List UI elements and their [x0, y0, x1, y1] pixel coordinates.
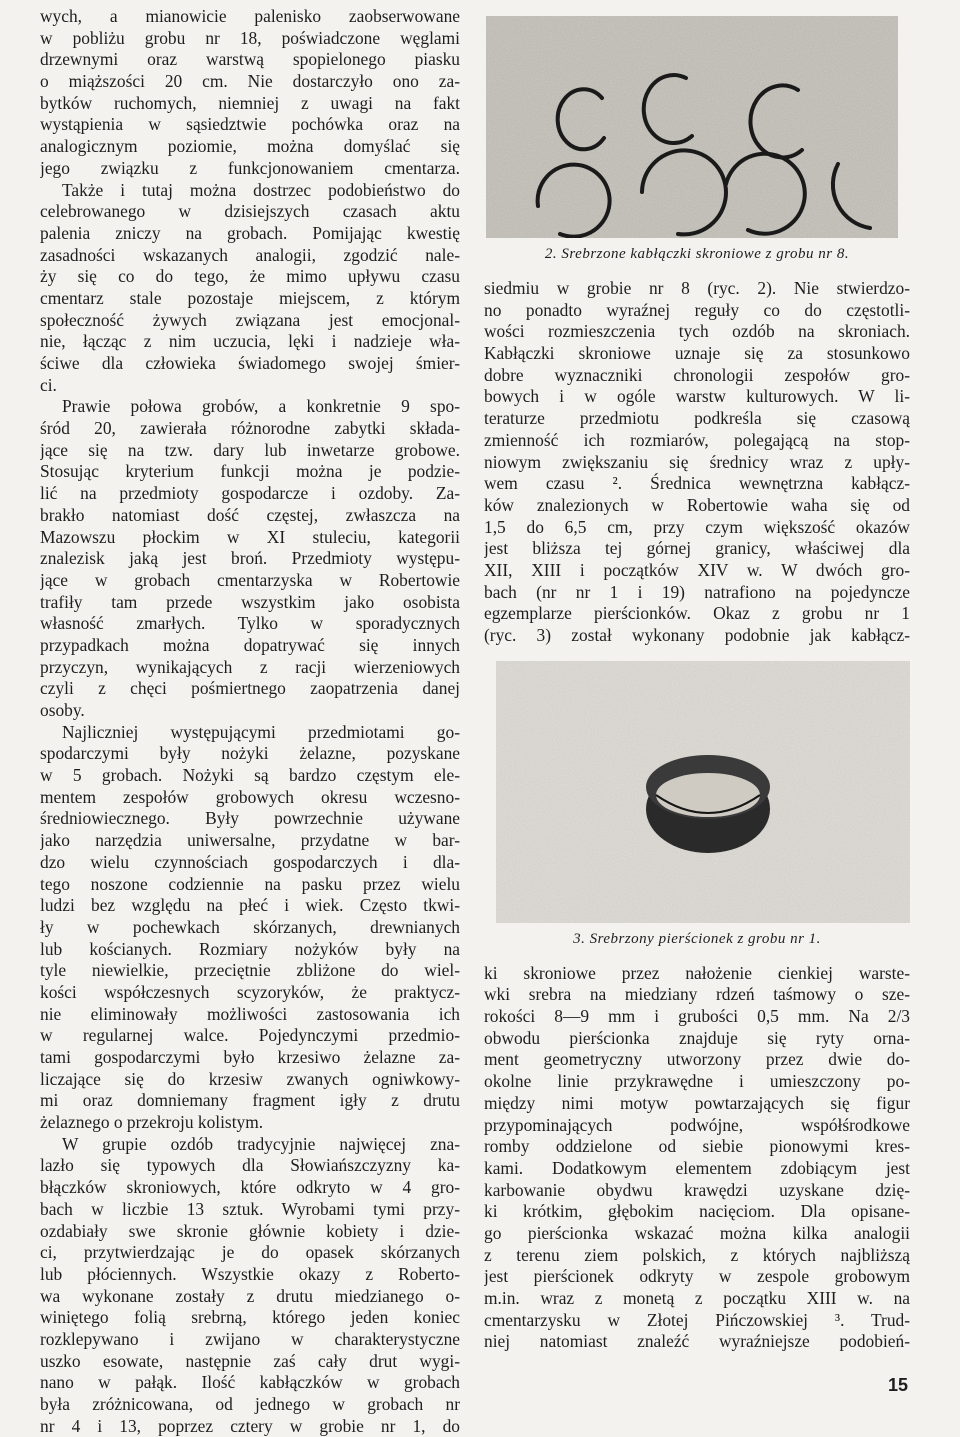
- text-line: z terenu ziem polskich, z których najbliższą: [484, 1244, 910, 1265]
- text-line: teraturze przedmiotu podkreśla się czasową: [484, 408, 910, 429]
- text-line: obwodu pierścionka znajduje się ryty orna-: [484, 1027, 910, 1048]
- right-column: [484, 6, 910, 1353]
- text-line: winiętego folią srebrną, którego jeden koniec: [40, 1307, 460, 1328]
- text-line: bach (nr nr 1 i 19) natrafiono na pojedyncze: [484, 581, 910, 602]
- text-line: żelaznego o przekroju kolistym.: [40, 1112, 264, 1133]
- text-line: w regularnej walce. Pojedynczymi przedmio-: [40, 1025, 460, 1046]
- text-line: lub płóciennych. Wszystkie okazy z Roberto-: [40, 1263, 460, 1284]
- text-line: Najliczniej występującymi przedmiotami go-: [62, 721, 460, 742]
- text-line: w pobliżu grobu nr 18, poświadczone węglami: [40, 27, 460, 48]
- text-line: lić na przedmioty gospodarcze i ozdoby. Za-: [40, 483, 460, 504]
- text-line: ment geometryczny utworzony przez dwie do-: [484, 1049, 910, 1070]
- text-line: W grupie ozdób tradycyjnie najwięcej zna-: [62, 1133, 460, 1154]
- text-line: ozdabiały swe skronie głównie kobiety i dzie-: [40, 1220, 460, 1241]
- text-line: przypominających podwójne, współśrodkowe: [484, 1114, 910, 1135]
- text-line: siedmiu w grobie nr 8 (ryc. 2). Nie stwierdzo-: [484, 278, 910, 298]
- text-line: mentem zespołów grobowych okresu wczesno-: [40, 786, 460, 807]
- text-line: no ponadto wyraźnej reguły co do częstotli-: [484, 299, 910, 320]
- text-line: dzo wielu czynnościach gospodarczych i dla-: [40, 851, 460, 872]
- text-line: bowych i w ogóle warstw kulturowych. W li-: [484, 386, 910, 407]
- text-line: go pierścionka wskazać można kilka analogii: [484, 1222, 910, 1243]
- text-line: uszko esowate, następnie zaś cały drut wygi-: [40, 1350, 460, 1371]
- text-line: nr 4 i 13, poprzez cztery w grobie nr 1, do: [40, 1415, 460, 1436]
- text-line: wystąpienia w sąsiedztwie pochówka oraz na: [40, 114, 460, 135]
- page-number: 15: [887, 1375, 908, 1395]
- text-line: 1,5 do 6,5 cm, przy czym większość okazów: [484, 516, 910, 537]
- text-line: społeczność żywych związana jest emocjonal-: [40, 309, 460, 330]
- text-line: niowym zwiększaniu się średnicy wraz z upły-: [484, 451, 910, 472]
- text-line: egzemplarze pierścionków. Okaz z grobu nr 1: [484, 603, 910, 624]
- text-line: bytków ruchomych, niemniej z uwagi na fakt: [40, 92, 460, 113]
- right-column-text-b: [484, 963, 910, 1353]
- text-line: wem czasu ². Średnica wewnętrzna kabłącz-: [484, 473, 910, 494]
- text-line: ki krótkim, głębokim nacięciom. Dla opisane-: [484, 1201, 910, 1222]
- text-line: drzewnymi oraz warstwą spopielonego piasku: [40, 49, 460, 70]
- text-line: cmentarzysku w Złotej Pińczowskiej ³. Trud-: [484, 1309, 910, 1330]
- text-line: ludzi bez względu na płeć i wiek. Często tkwi-: [40, 895, 460, 916]
- text-line: Stosując kryterium funkcji można je podzie-: [40, 461, 460, 482]
- text-line: ci, przytwierdzając je do opasek skórzanych: [40, 1242, 460, 1263]
- text-line: jest bliższa tej górnej granicy, właściwej dla: [484, 538, 910, 559]
- figure-caption: 3. Srebrzony pierścionek z grobu nr 1.: [573, 930, 821, 947]
- text-line: wych, a mianowicie palenisko zaobserwowane: [40, 6, 460, 26]
- text-line: brakło natomiast dość częstej, zwłaszcza na: [40, 504, 460, 525]
- text-line: jego związku z funkcjonowaniem cmentarza.: [40, 157, 460, 178]
- text-line: wości rozmieszczenia tych ozdób na skroniach.: [484, 321, 910, 342]
- text-line: bach w liczbie 13 sztuk. Wyrobami tymi przy-: [40, 1198, 460, 1219]
- text-line: rozklepywano i zwijano w charakterystyczne: [40, 1328, 460, 1349]
- text-line: liczające się do krzesiw zwanych ogniwkowy-: [40, 1068, 460, 1089]
- text-line: własność zmarłych. Tylko w sporadycznych: [40, 613, 460, 634]
- text-line: osoby.: [40, 700, 85, 720]
- text-line: średniowiecznego. Były powrzechnie używane: [40, 808, 460, 829]
- text-line: nano w pałąk. Ilość kabłączków w grobach: [40, 1372, 460, 1393]
- text-line: przyczyn, wynikających z racji wierzeniowych: [40, 656, 460, 677]
- text-line: lazło się typowych dla Słowiańszczyzny ka-: [40, 1155, 460, 1176]
- text-line: m.in. wraz z monetą z początku XIII w. na: [484, 1288, 910, 1308]
- text-line: Mazowszu płockim w XI stuleciu, kategorii: [40, 526, 460, 547]
- text-line: nie eliminowały możliwości zastosowania ich: [40, 1003, 460, 1024]
- text-line: Prawie połowa grobów, a konkretnie 9 spo-: [62, 396, 460, 417]
- text-line: była zróżnicowana, od jednego w grobach nr: [40, 1394, 460, 1414]
- text-line: dobre wyznaczniki chronologii zespołów gro-: [484, 364, 910, 385]
- text-line: spodarczymi były nożyki żelazne, pozyskane: [40, 743, 460, 764]
- text-line: w 5 grobach. Nożyki są bardzo częstym ele-: [40, 765, 460, 786]
- text-line: czyli z chęci pośmiertnego zaopatrzenia danej: [40, 678, 460, 699]
- text-line: karbowanie obydwu krawędzi uzyskane dzię-: [484, 1179, 910, 1200]
- text-line: celebrowanego w dzisiejszych czasach aktu: [40, 201, 460, 222]
- figure-temporal-rings: [486, 16, 898, 238]
- text-line: cmentarz stale pozostaje miejscem, z którym: [40, 287, 460, 308]
- text-line: ży się co do tego, że mimo upływu czasu: [40, 266, 460, 287]
- text-line: o miąższości 20 cm. Nie dostarczyło ono za-: [40, 71, 460, 92]
- text-line: XII, XIII i początków XIV w. W dwóch gro-: [484, 559, 910, 580]
- figure-caption: 2. Srebrzone kabłączki skroniowe z grobu nr 8.: [544, 246, 850, 262]
- text-line: (ryc. 3) został wykonany podobnie jak kabłącz-: [484, 625, 910, 645]
- text-line: tami gospodarczymi było krzesiwo żelazne za-: [40, 1047, 460, 1067]
- text-line: trafiły tam przede wszystkim jako osobista: [40, 591, 460, 612]
- text-line: romby oddzielone od siebie pionowymi kres-: [484, 1136, 910, 1157]
- text-line: przypadkach można dopatrywać się innych: [40, 634, 460, 655]
- left-column: [40, 6, 460, 1437]
- text-line: wa wykonane zostały z drutu miedzianego o-: [40, 1285, 460, 1306]
- text-line: jest pierścionek odkryty w zespole grobowym: [484, 1266, 910, 1287]
- text-line: kami. Dodatkowym elementem zdobiącym jest: [484, 1157, 910, 1178]
- text-line: zmienność ich rozmiarów, polegającą na stop-: [484, 429, 910, 450]
- text-line: jące się na tzw. dary lub inwetarze grobowe.: [40, 439, 460, 460]
- text-line: między nimi motyw powtarzających się figur: [484, 1092, 910, 1113]
- text-line: mi oraz domniemany fragment igły z drutu: [40, 1090, 460, 1111]
- text-line: ków znalezionych w Robertowie waha się od: [484, 494, 910, 515]
- text-line: ki skroniowe przez nałożenie cienkiej warste-: [484, 962, 910, 983]
- figure-silver-ring: [496, 661, 910, 923]
- text-line: kości współczesnych scyzoryków, że praktycz-: [40, 981, 460, 1002]
- temporal-rings-photo-icon: [486, 16, 898, 238]
- text-line: Także i tutaj można dostrzec podobieństwo do: [62, 179, 460, 200]
- text-line: jako narzędzia uniwersalne, przydatne w bar-: [40, 830, 460, 851]
- text-line: śród 20, zawierała różnorodne zabytki składa-: [40, 418, 460, 439]
- text-line: zasadności wskazanych analogii, zgodzić nale-: [40, 244, 460, 265]
- text-line: ły w pochewkach skórzanych, drewnianych: [40, 916, 460, 937]
- text-line: okolne linie przykrawędne i umieszczony po-: [484, 1071, 910, 1092]
- text-line: niej natomiast znaleźć wyraźniejsze podobień-: [484, 1331, 910, 1352]
- text-line: palenia zniczy na grobach. Pomijając kwestię: [40, 222, 460, 243]
- text-line: znalezisk jaką jest broń. Przedmioty występu-: [40, 548, 460, 569]
- text-line: nie, łącząc z nim uczucia, lęki i nadzieje wła-: [40, 331, 460, 352]
- text-line: ściwe dla człowieka świadomego swojej śmier-: [40, 353, 460, 373]
- text-line: tego noszone codziennie na pasku przez wielu: [40, 873, 460, 894]
- text-line: analogicznym poziomie, można domyślać się: [40, 136, 460, 157]
- text-line: tyle niewielkie, przeciętnie zbliżone do wiel-: [40, 960, 460, 981]
- text-line: lub kościanych. Rozmiary nożyków były na: [40, 938, 460, 959]
- text-line: ci.: [40, 374, 57, 395]
- text-line: Kabłączki skroniowe uznaje się za stosunkowo: [484, 343, 910, 364]
- text-line: błączków skroniowych, które odkryto w 4 gro-: [40, 1177, 460, 1198]
- text-line: wki srebra na miedziany rdzeń taśmowy o sze-: [484, 984, 910, 1005]
- right-column-text-a: [484, 278, 910, 647]
- silver-ring-photo-icon: [496, 661, 910, 923]
- text-line: rokości 8—9 mm i grubości 0,5 mm. Na 2/3: [484, 1006, 910, 1027]
- text-line: jące w grobach cmentarzyska w Robertowie: [40, 569, 460, 590]
